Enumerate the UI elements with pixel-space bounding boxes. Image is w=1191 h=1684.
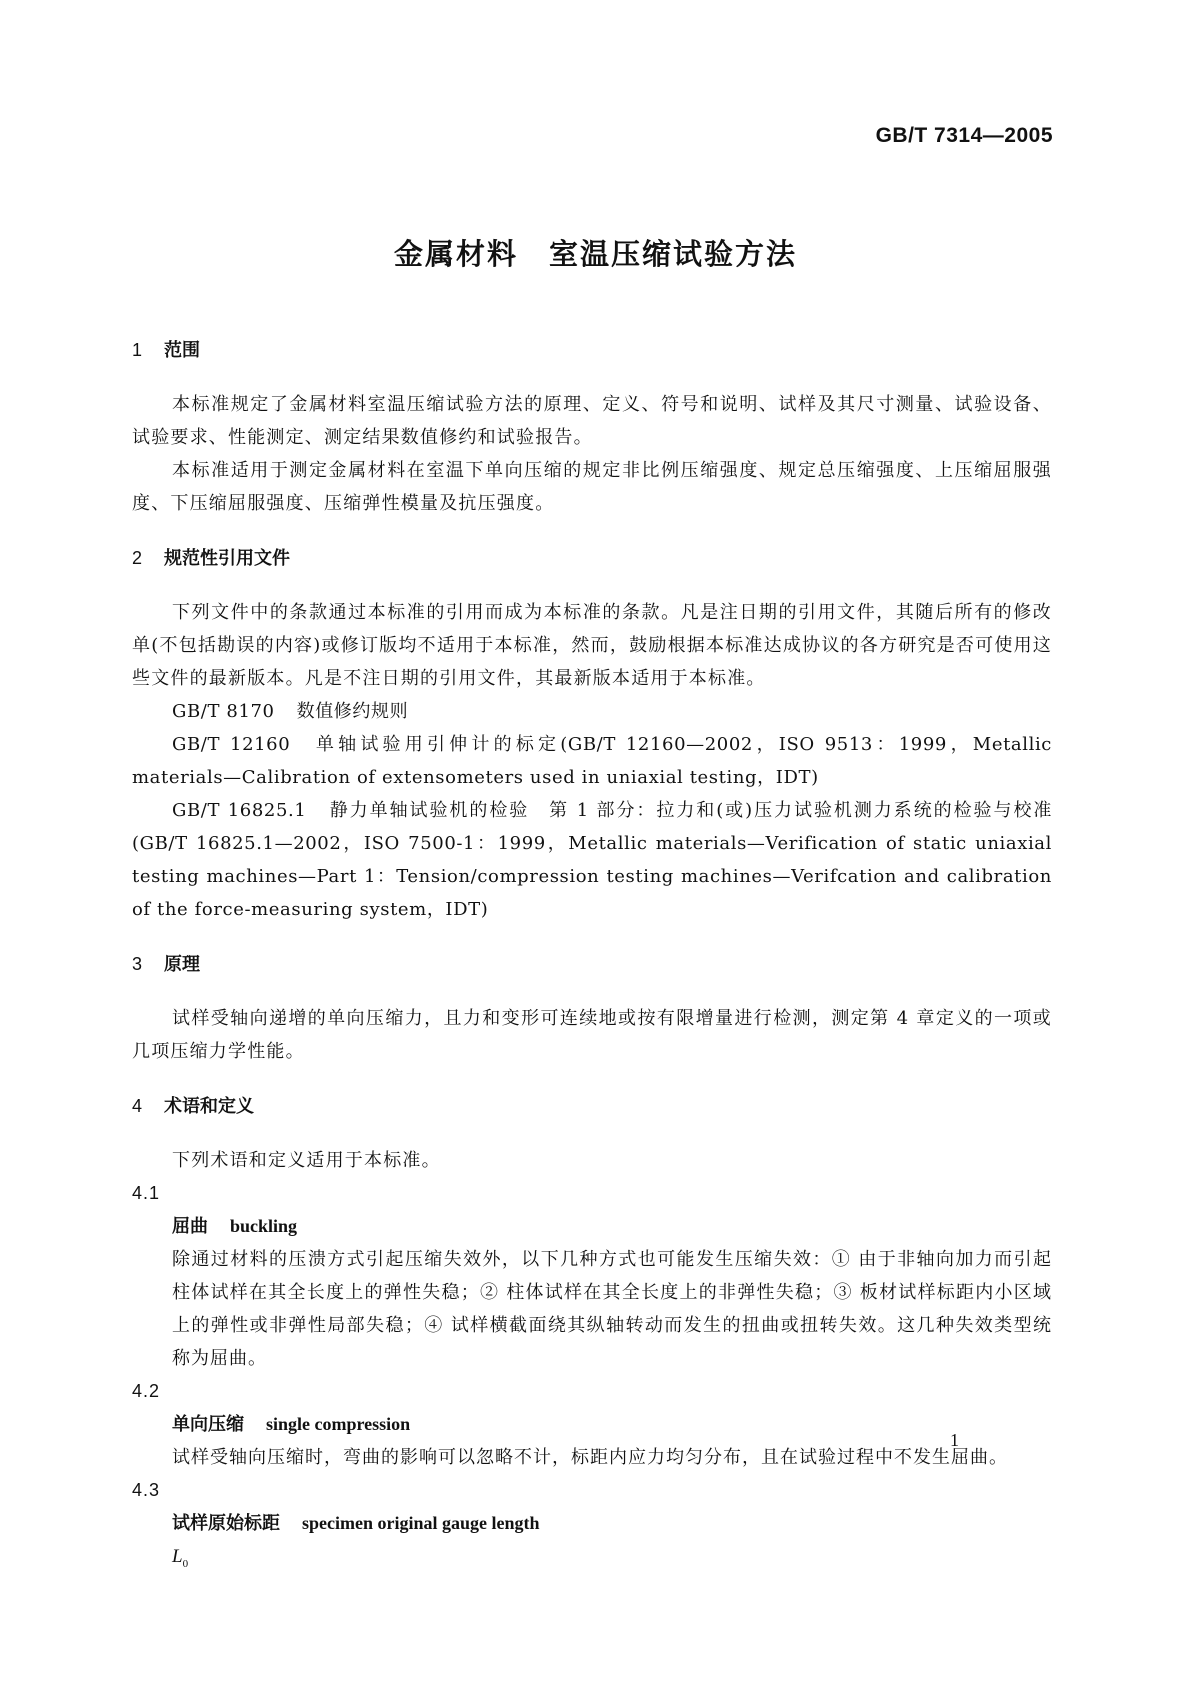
- reference-item: [132, 794, 1052, 926]
- reference-text: 数值修约规则: [296, 701, 409, 722]
- reference-item: [132, 695, 1052, 728]
- term-en: single compression: [266, 1414, 411, 1434]
- section-3-heading: [132, 944, 1052, 984]
- term-heading: [132, 1210, 1052, 1243]
- term-definition: 试样受轴向压缩时，弯曲的影响可以忽略不计，标距内应力均匀分布，且在试验过程中不发生屈曲。: [172, 1447, 1008, 1468]
- section-number: 1: [132, 340, 143, 360]
- term-symbol: [132, 1540, 1052, 1581]
- section-2-heading: [132, 538, 1052, 578]
- clause-number: 4.1: [132, 1183, 161, 1203]
- section-4-intro: 下列术语和定义适用于本标准。: [172, 1150, 441, 1171]
- section-1-paragraph: 本标准规定了金属材料室温压缩试验方法的原理、定义、符号和说明、试样及其尺寸测量、试验设备、试验要求、性能测定、测定结果数值修约和试验报告。: [132, 394, 1052, 448]
- reference-code: GB/T 8170: [172, 701, 275, 722]
- section-title: 范围: [164, 340, 200, 361]
- term-zh: 试样原始标距: [172, 1513, 280, 1534]
- section-number: 3: [132, 954, 143, 974]
- term-heading: [132, 1408, 1052, 1441]
- clause-number: 4.3: [132, 1480, 161, 1500]
- reference-text: 单轴试验用引伸计的标定(GB/T 12160—2002，ISO 9513：1999，Metallic materials—Calibration of extensometers used in uniaxial testing，IDT): [132, 734, 1052, 788]
- reference-code: GB/T 16825.1: [172, 800, 307, 821]
- document-body: [132, 330, 1052, 1581]
- term-heading: [132, 1507, 1052, 1540]
- term-definition: 除通过材料的压溃方式引起压缩失效外，以下几种方式也可能发生压缩失效：① 由于非轴向加力而引起柱体试样在其全长度上的弹性失稳；② 柱体试样在其全长度上的非弹性失稳；③ 板材试样标距内小区域上的弹性或非弹性局部失稳；④ 试样横截面绕其纵轴转动而发生的扭曲或扭转失效。这几种失效类型统称为屈曲。: [172, 1249, 1052, 1369]
- reference-code: GB/T 12160: [172, 734, 291, 755]
- section-1-heading: [132, 330, 1052, 370]
- page-number: 1: [950, 1430, 959, 1450]
- standard-code: GB/T 7314—2005: [875, 124, 1053, 147]
- section-title: 术语和定义: [164, 1096, 254, 1117]
- term-en: buckling: [230, 1216, 298, 1236]
- section-2-intro: 下列文件中的条款通过本标准的引用而成为本标准的条款。凡是注日期的引用文件，其随后所有的修改单(不包括勘误的内容)或修订版均不适用于本标准，然而，鼓励根据本标准达成协议的各方研究是否可使用这些文件的最新版本。凡是不注日期的引用文件，其最新版本适用于本标准。: [132, 602, 1052, 689]
- section-number: 4: [132, 1096, 143, 1116]
- term-en: specimen original gauge length: [302, 1513, 540, 1533]
- term-zh: 单向压缩: [172, 1414, 244, 1435]
- term-zh: 屈曲: [172, 1216, 208, 1237]
- reference-item: [132, 728, 1052, 794]
- reference-text: 静力单轴试验机的检验 第 1 部分：拉力和(或)压力试验机测力系统的检验与校准(GB/T 16825.1—2002，ISO 7500-1：1999，Metallic materials—Verification of static uniaxial testing machines—Part 1：Tension/compression testing machines—Verifcation and calibration of the force-measuring system，IDT): [132, 800, 1052, 920]
- document-title: 金属材料 室温压缩试验方法: [393, 237, 797, 271]
- section-1-paragraph: 本标准适用于测定金属材料在室温下单向压缩的规定非比例压缩强度、规定总压缩强度、上压缩屈服强度、下压缩屈服强度、压缩弹性模量及抗压强度。: [132, 460, 1052, 514]
- section-4-heading: [132, 1086, 1052, 1126]
- symbol-letter: L: [172, 1546, 183, 1567]
- clause-number: 4.2: [132, 1381, 161, 1401]
- section-title: 原理: [164, 954, 200, 975]
- symbol-subscript: 0: [182, 1557, 189, 1570]
- section-title: 规范性引用文件: [164, 548, 290, 569]
- section-3-paragraph: 试样受轴向递增的单向压缩力，且力和变形可连续地或按有限增量进行检测，测定第 4 章定义的一项或几项压缩力学性能。: [132, 1008, 1052, 1062]
- section-number: 2: [132, 548, 143, 568]
